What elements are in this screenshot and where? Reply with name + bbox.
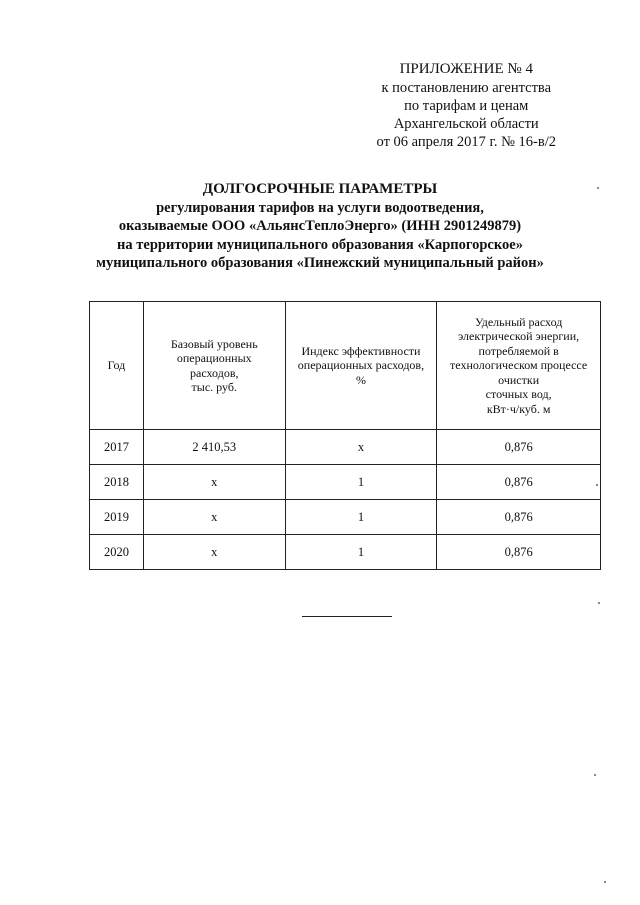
scan-speck (594, 774, 596, 776)
table-row (90, 430, 601, 465)
appendix-line: по тарифам и ценам (404, 98, 529, 114)
cell-efficiency-index: 1 (285, 500, 437, 535)
cell-year: 2019 (90, 500, 144, 535)
document-title-line: оказываемые ООО «АльянсТеплоЭнерго» (ИНН 2901249879) (118, 218, 522, 234)
scan-speck (597, 187, 599, 189)
header-efficiency-index: Индекс эффективности операционных расходов, % (285, 302, 437, 430)
cell-efficiency-index: х (285, 430, 437, 465)
document-title-line: муниципального образования «Пинежский муниципальный район» (96, 255, 544, 271)
document-title-main: ДОЛГОСРОЧНЫЕ ПАРАМЕТРЫ (202, 181, 438, 197)
document-title-line: на территории муниципального образования «Карпогорское» (117, 236, 523, 253)
cell-efficiency-index: 1 (285, 535, 437, 570)
parameters-table (89, 301, 601, 570)
table-row (90, 535, 601, 570)
cell-energy-consumption: 0,876 (437, 535, 601, 570)
cell-year: 2020 (90, 535, 144, 570)
cell-energy-consumption: 0,876 (437, 430, 601, 465)
scan-speck (598, 602, 600, 604)
document-title-line: регулирования тарифов на услуги водоотведения, (156, 199, 484, 216)
cell-base-opex: х (143, 535, 285, 570)
end-divider (302, 616, 392, 617)
appendix-line: от 06 апреля 2017 г. № 16-в/2 (376, 134, 556, 150)
appendix-title: ПРИЛОЖЕНИЕ № 4 (399, 61, 533, 77)
scan-speck (596, 484, 598, 486)
cell-energy-consumption: 0,876 (437, 465, 601, 500)
cell-energy-consumption: 0,876 (437, 500, 601, 535)
cell-efficiency-index: 1 (285, 465, 437, 500)
cell-base-opex: х (143, 500, 285, 535)
header-energy-consumption: Удельный расход электрической энергии, потребляемой в технологическом процессе очистки сточных вод, кВт·ч/куб. м (437, 302, 601, 430)
cell-base-opex: х (143, 465, 285, 500)
document-title (40, 180, 600, 273)
scan-speck (604, 881, 606, 883)
table-row (90, 500, 601, 535)
cell-year: 2018 (90, 465, 144, 500)
table-header-row (90, 302, 601, 430)
cell-year: 2017 (90, 430, 144, 465)
appendix-line: Архангельской области (393, 116, 539, 132)
table-row (90, 465, 601, 500)
header-base-opex: Базовый уровень операционных расходов, тыс. руб. (143, 302, 285, 430)
appendix-header (377, 60, 556, 151)
cell-base-opex: 2 410,53 (143, 430, 285, 465)
appendix-line: к постановлению агентства (381, 80, 552, 96)
header-year: Год (90, 302, 144, 430)
